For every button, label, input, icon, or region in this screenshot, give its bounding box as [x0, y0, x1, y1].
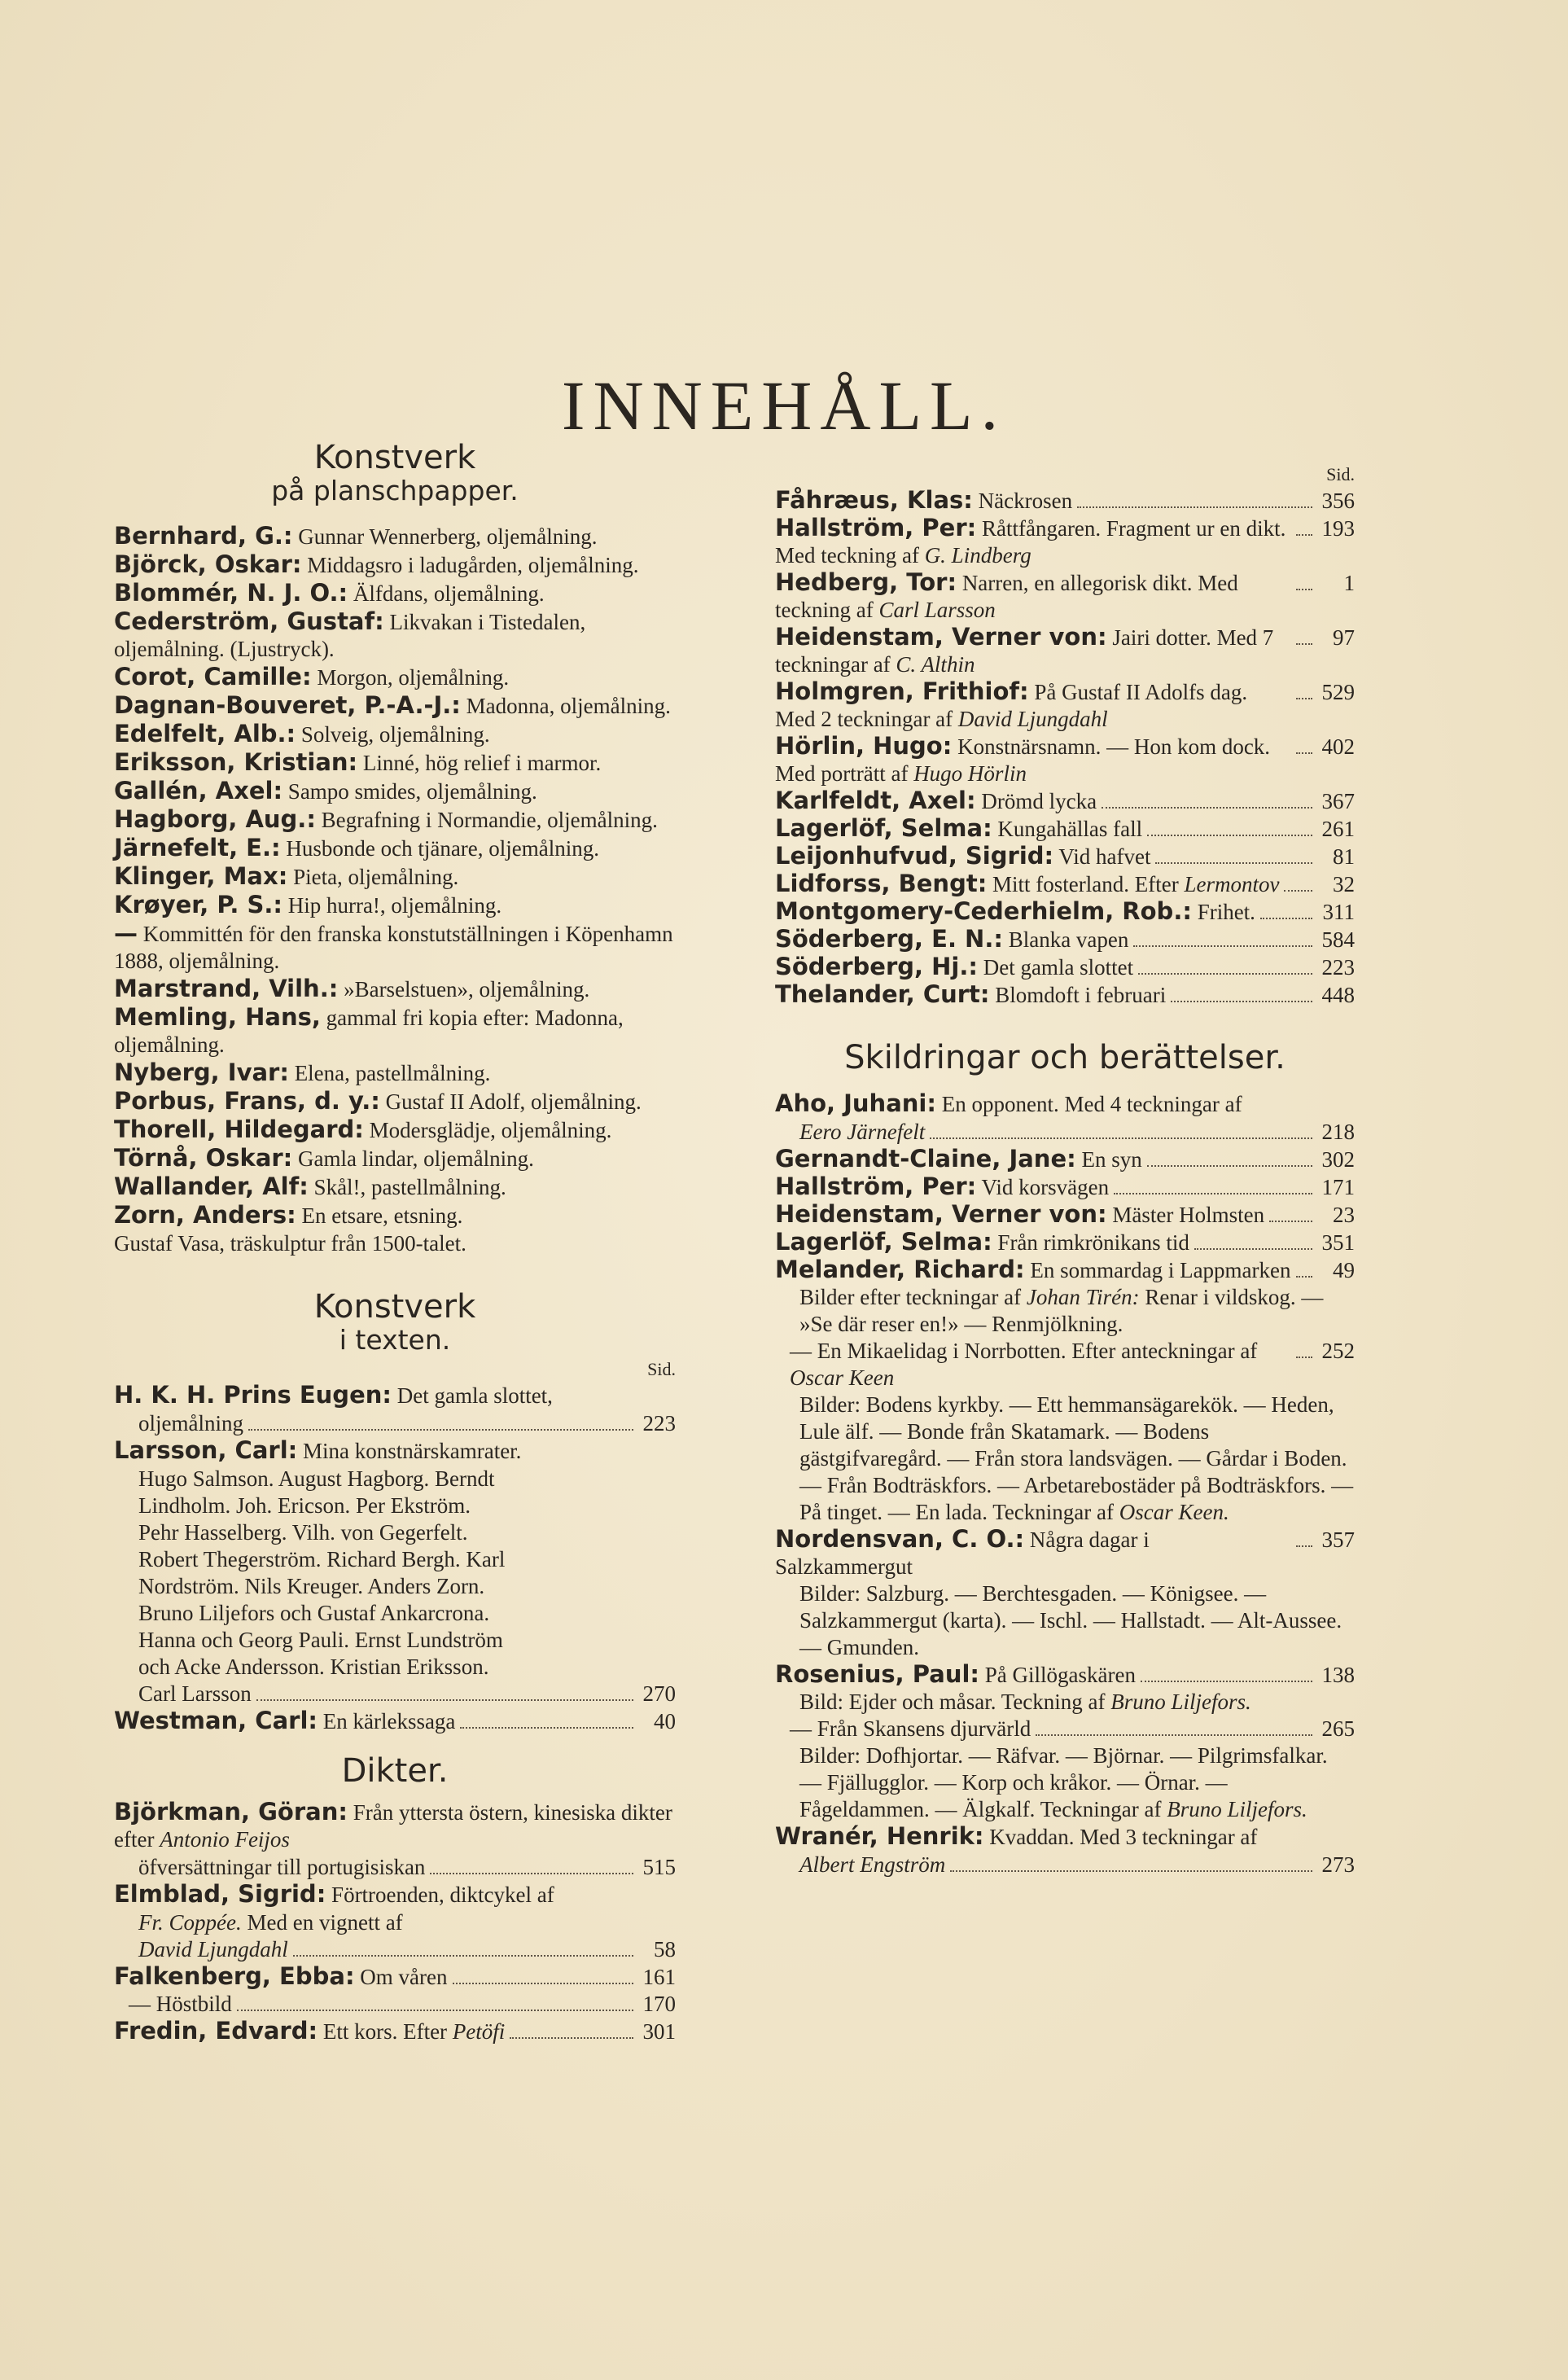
section-title-konstverk-texten: Konstverk	[313, 1288, 476, 1326]
list-item	[114, 1173, 676, 1201]
entry-title: Näckrosen	[978, 489, 1073, 513]
entry-title: Sampo smides, oljemålning.	[287, 779, 537, 804]
entry-line: Hanna och Georg Pauli. Ernst Lundström	[138, 1628, 503, 1652]
entry-title: På Gillögaskären	[984, 1663, 1136, 1687]
sid-label: Sid.	[647, 1359, 676, 1379]
entry-name: Melander, Richard:	[775, 1256, 1025, 1283]
entry-author: G. Lindberg	[924, 543, 1031, 568]
entry-title: Det gamla slottet	[983, 955, 1134, 980]
entry-title: Husbonde och tjänare, oljemålning.	[286, 836, 600, 861]
entry-title: — Höstbild	[129, 1992, 232, 2016]
entry-line: Robert Thegerström. Richard Bergh. Karl	[138, 1547, 506, 1571]
entry-name: —	[114, 919, 138, 947]
entry-name: Leijonhufvud, Sigrid:	[775, 842, 1054, 870]
page-number: 49	[1333, 1258, 1355, 1282]
entry-name: Björck, Oskar:	[114, 550, 302, 578]
entry-title: Gamla lindar, oljemålning.	[298, 1146, 534, 1171]
page-number: 584	[1321, 927, 1355, 952]
list-item	[775, 1119, 1355, 1146]
page-number: 223	[642, 1411, 676, 1435]
list-item	[775, 487, 1355, 515]
entry-title: Middagsro i ladugården, oljemålning.	[307, 553, 639, 577]
list-item	[114, 551, 676, 579]
list-item	[775, 1661, 1355, 1689]
entry-author: David Ljungdahl	[138, 1937, 288, 1961]
page-number: 97	[1333, 625, 1355, 650]
entry-note: Bilder efter teckningar af	[799, 1285, 1022, 1309]
list-item	[775, 569, 1355, 624]
entry-name: Gernandt-Claine, Jane:	[775, 1145, 1076, 1172]
list-item	[775, 1526, 1355, 1580]
entry-title: Från yttersta östern, kinesiska dikter efter	[114, 1800, 672, 1852]
entry-name: Holmgren, Frithiof:	[775, 677, 1029, 705]
entry-name: Marstrand, Vilh.:	[114, 975, 339, 1002]
page-number: 32	[1333, 872, 1355, 896]
list-item	[114, 1936, 676, 1963]
entry-title: Gustaf Vasa, träskulptur från 1500-talet.	[114, 1231, 466, 1256]
list-item	[775, 624, 1355, 678]
page-number: 351	[1321, 1230, 1355, 1255]
entry-name: Heidenstam, Verner von:	[775, 623, 1107, 651]
entry-title: Förtroenden, diktcykel af	[331, 1883, 554, 1907]
entry-title: Några dagar i Salzkammergut	[775, 1527, 1150, 1579]
page-number: 270	[642, 1681, 676, 1706]
page-number: 58	[654, 1937, 676, 1961]
entry-author: Fr. Coppée.	[138, 1910, 242, 1935]
list-item	[114, 1004, 676, 1059]
entry-author: Petöfi	[452, 2019, 506, 2044]
entry-name: Gallén, Axel:	[114, 777, 283, 804]
list-item	[775, 1716, 1355, 1742]
entry-title: Från rimkrönikans tid	[997, 1230, 1189, 1255]
page-number: 356	[1321, 489, 1355, 513]
page-title: INNEHÅLL.	[561, 366, 1007, 445]
entry-name: H. K. H. Prins Eugen:	[114, 1381, 392, 1409]
entry-name: Bernhard, G.:	[114, 522, 293, 550]
page-number: 1	[1343, 571, 1355, 595]
entry-name: Fredin, Edvard:	[114, 2017, 318, 2045]
entry-title: Kvaddan. Med 3 teckningar af	[989, 1825, 1258, 1849]
entry-author: David Ljungdahl	[957, 707, 1108, 731]
list-item	[114, 778, 676, 805]
entry-note: Bild: Ejder och måsar. Teckning af	[799, 1690, 1106, 1714]
list-item	[114, 920, 676, 975]
entry-name: Fåhræus, Klas:	[775, 486, 973, 514]
entry-title: Madonna, oljemålning.	[466, 694, 671, 718]
sid-label: Sid.	[1326, 464, 1355, 484]
section-title-konstverk: Konstverk	[313, 439, 476, 476]
list-item	[114, 835, 676, 862]
section-title-dikter: Dikter.	[341, 1752, 449, 1790]
list-item	[775, 815, 1355, 843]
list-item	[775, 1201, 1355, 1229]
entry-name: Lidforss, Bengt:	[775, 870, 988, 897]
entry-name: Björkman, Göran:	[114, 1798, 348, 1826]
entry-name: Lagerlöf, Selma:	[775, 1228, 992, 1256]
list-item	[114, 608, 676, 663]
list-item	[775, 1090, 1355, 1118]
page-number: 265	[1321, 1716, 1355, 1741]
entry-name: Järnefelt, E.:	[114, 834, 281, 861]
entry-title: Om våren	[360, 1965, 448, 1989]
page-number: 81	[1333, 844, 1355, 869]
list-item	[114, 863, 676, 891]
list-item	[114, 1088, 676, 1115]
entry-name: Falkenberg, Ebba:	[114, 1962, 355, 1990]
entry-name: Corot, Camille:	[114, 663, 312, 690]
entry-title: Begrafning i Normandie, oljemålning.	[321, 808, 658, 832]
larsson-lines	[114, 1466, 676, 1681]
entry-title: En opponent. Med 4 teckningar af	[941, 1092, 1242, 1116]
entry-title: — En Mikaelidag i Norrbotten. Efter anteckningar af	[790, 1339, 1258, 1363]
entry-title: Drömd lycka	[981, 789, 1097, 813]
list-item	[114, 1230, 676, 1257]
entry-title: Blanka vapen	[1008, 927, 1129, 952]
entry-title: — Från Skansens djurvärld	[790, 1716, 1031, 1741]
entry-name: Hörlin, Hugo:	[775, 732, 953, 760]
list-item	[114, 1116, 676, 1144]
entry-name: Larsson, Carl:	[114, 1436, 298, 1464]
entry-name: Wallander, Alf:	[114, 1172, 309, 1200]
entry-line: Hugo Salmson. August Hagborg. Berndt	[138, 1466, 495, 1491]
list-item	[114, 1059, 676, 1087]
entry-title: Mitt fosterland. Efter	[992, 872, 1179, 896]
list-item	[114, 664, 676, 691]
entry-title: Morgon, oljemålning.	[317, 665, 510, 690]
page-number: 301	[642, 2019, 676, 2044]
entry-name: Söderberg, Hj.:	[775, 953, 978, 980]
list-item	[775, 1689, 1355, 1716]
entry-name: Dagnan-Bouveret, P.-A.-J.:	[114, 691, 461, 719]
section-title-skildringar: Skildringar och berättelser.	[844, 1039, 1285, 1076]
entry-name: Aho, Juhani:	[775, 1089, 936, 1117]
list-item	[775, 1823, 1355, 1851]
entry-name: Eriksson, Kristian:	[114, 748, 358, 776]
entry-title: Modersglädje, oljemålning.	[369, 1118, 612, 1142]
entry-title: Pieta, oljemålning.	[293, 865, 459, 889]
list-item	[114, 1854, 676, 1881]
entry-name: Edelfelt, Alb.:	[114, 720, 296, 747]
entry-line: Nordström. Nils Kreuger. Anders Zorn.	[138, 1574, 485, 1598]
list-item	[775, 1284, 1355, 1338]
entry-name: Zorn, Anders:	[114, 1201, 296, 1229]
list-item	[114, 975, 676, 1003]
entry-title: Ett kors. Efter	[322, 2019, 448, 2044]
list-item	[775, 678, 1355, 733]
page-number: 223	[1321, 955, 1355, 980]
entry-title: Frihet.	[1197, 900, 1255, 924]
page-number: 170	[642, 1992, 676, 2016]
entry-name: Thorell, Hildegard:	[114, 1115, 364, 1143]
page-number: 367	[1321, 789, 1355, 813]
list-item	[114, 1437, 676, 1465]
entry-title: Likvakan i Tistedalen, oljemålning. (Ljustryck).	[114, 610, 586, 661]
entry-name: Söderberg, E. N.:	[775, 925, 1003, 953]
page-number: 529	[1321, 680, 1355, 704]
list-item	[775, 1173, 1355, 1201]
list-item	[775, 953, 1355, 981]
entry-title: Gunnar Wennerberg, oljemålning.	[298, 524, 598, 549]
list-item	[114, 1707, 676, 1735]
entry-title: Jairi dotter. Med 7 teckningar af	[775, 625, 1274, 677]
list-item	[775, 981, 1355, 1009]
entry-title: På Gustaf II Adolfs dag. Med 2 teckningar af	[775, 680, 1248, 731]
list-item	[775, 1852, 1355, 1878]
page-number: 302	[1321, 1147, 1355, 1172]
entry-title: Kommittén för den franska konstutställningen i Köpenhamn 1888, oljemålning.	[114, 922, 673, 973]
list-item	[114, 749, 676, 777]
entry-name: Klinger, Max:	[114, 862, 288, 890]
list-item	[775, 1229, 1355, 1256]
list-item	[775, 1338, 1355, 1392]
entry-title: Linné, hög relief i marmor.	[362, 751, 602, 775]
entry-title: Vid korsvägen	[981, 1175, 1110, 1199]
entry-author: Lermontov	[1184, 872, 1280, 896]
list-item	[114, 580, 676, 607]
entry-name: Cederström, Gustaf:	[114, 607, 384, 635]
entry-title: Elena, pastellmålning.	[294, 1061, 491, 1085]
list-item	[114, 1202, 676, 1229]
page-number: 161	[642, 1965, 676, 1989]
entry-title: Hip hurra!, oljemålning.	[287, 893, 502, 918]
list-item	[775, 733, 1355, 787]
list-item	[114, 2018, 676, 2045]
list-item	[775, 1580, 1355, 1661]
entry-author: Bruno Liljefors.	[1167, 1797, 1307, 1821]
list-item	[775, 1256, 1355, 1284]
page-number: 273	[1321, 1852, 1355, 1877]
entry-author: Johan Tirén:	[1026, 1285, 1140, 1309]
dikter-list	[775, 487, 1355, 1009]
entry-title: Vid hafvet	[1058, 844, 1151, 869]
entry-name: Karlfeldt, Axel:	[775, 787, 976, 814]
entry-title: Solveig, oljemålning.	[300, 722, 490, 747]
entry-title: En kärlekssaga	[322, 1709, 456, 1733]
list-item	[114, 721, 676, 748]
planschpapper-list	[114, 523, 676, 1257]
entry-author: C. Althin	[896, 652, 975, 677]
entry-title: »Barselstuen», oljemålning.	[344, 977, 590, 1002]
entry-name: Hallström, Per:	[775, 514, 977, 541]
entry-name: Montgomery-Cederhielm, Rob.:	[775, 897, 1192, 925]
entry-author: Eero Järnefelt	[799, 1120, 926, 1144]
entry-title: Narren, en allegorisk dikt. Med teckning af	[775, 571, 1238, 622]
entry-note: Bilder: Salzburg. — Berchtesgaden. — Königsee. — Salzkammergut (karta). — Ischl. — Hallstadt. — Alt-Aussee. — Gmunden.	[799, 1581, 1342, 1659]
right-column	[775, 464, 1355, 1878]
entry-title: Carl Larsson	[138, 1681, 252, 1706]
entry-note: Bilder: Bodens kyrkby. — Ett hemmansägarekök. — Heden, Lule älf. — Bonde från Skatamark. — Bodens gästgifvaregård. — Från stora landsvägen. — Gårdar i Boden. — Från Bodträskfors. — Arbetarebostäder på Bodträskfors. — På tinget. — En lada. Teckningar af	[799, 1392, 1354, 1524]
entry-title: Råttfångaren. Fragment ur en dikt. Med teckning af	[775, 516, 1286, 568]
entry-title: Skål!, pastellmålning.	[313, 1175, 506, 1199]
page-number: 448	[1321, 983, 1355, 1007]
entry-name: Nyberg, Ivar:	[114, 1059, 289, 1086]
page-number: 515	[642, 1855, 676, 1879]
entry-author: Albert Engström	[799, 1852, 946, 1877]
entry-name: Porbus, Frans, d. y.:	[114, 1087, 380, 1115]
list-item	[114, 523, 676, 550]
entry-author: Hugo Hörlin	[913, 761, 1027, 786]
list-item	[114, 1963, 676, 1991]
entry-name: Hedberg, Tor:	[775, 568, 957, 596]
list-item	[775, 787, 1355, 815]
entry-title: Blomdoft i februari	[995, 983, 1167, 1007]
page-number: 402	[1321, 734, 1355, 759]
list-item	[114, 892, 676, 919]
list-item	[775, 843, 1355, 870]
entry-title: Kungahällas fall	[997, 817, 1143, 841]
entry-name: Hallström, Per:	[775, 1172, 977, 1200]
entry-title: Konstnärsnamn. — Hon kom dock. Med porträtt af	[775, 734, 1271, 786]
entry-title: gammal fri kopia efter: Madonna, oljemålning.	[114, 1006, 624, 1057]
entry-author: Oscar Keen.	[1119, 1500, 1229, 1524]
entry-note: Bilder: Dofhjortar. — Räfvar. — Björnar. — Pilgrimsfalkar. — Fjällugglor. — Korp och kråkor. — Örnar. — Fågeldammen. — Älgkalf. Teckningar af	[799, 1743, 1328, 1821]
list-item	[775, 515, 1355, 569]
list-item	[775, 1146, 1355, 1173]
entry-name: Lagerlöf, Selma:	[775, 814, 992, 842]
list-item	[114, 1410, 676, 1437]
list-item	[775, 1742, 1355, 1823]
entry-line: Lindholm. Joh. Ericson. Per Ekström.	[138, 1493, 471, 1518]
list-item	[775, 870, 1355, 898]
list-item	[114, 806, 676, 834]
section-subtitle-texten: i texten.	[339, 1324, 451, 1356]
page-number: 40	[654, 1709, 676, 1733]
list-item	[775, 926, 1355, 953]
entry-name: Wranér, Henrik:	[775, 1822, 984, 1850]
entry-author: Antonio Feijos	[160, 1827, 290, 1852]
page-number: 138	[1321, 1663, 1355, 1687]
page-number: 252	[1321, 1339, 1355, 1363]
page-number: 193	[1321, 516, 1355, 541]
page-number: 23	[1333, 1203, 1355, 1227]
entry-title: Mäster Holmsten	[1112, 1203, 1265, 1227]
list-item	[114, 1991, 676, 2018]
entry-line: Bruno Liljefors och Gustaf Ankarcrona.	[138, 1601, 490, 1625]
list-item	[114, 1881, 676, 1909]
page-number: 357	[1321, 1527, 1355, 1552]
list-item	[114, 1145, 676, 1172]
page-number: 171	[1321, 1175, 1355, 1199]
entry-title: En sommardag i Lappmarken	[1030, 1258, 1291, 1282]
page-number: 311	[1322, 900, 1355, 924]
entry-line: Pehr Hasselberg. Vilh. von Gegerfelt.	[138, 1520, 468, 1545]
list-item	[775, 1392, 1355, 1526]
entry-author: Oscar Keen	[790, 1365, 895, 1390]
entry-name: Törnå, Oskar:	[114, 1144, 293, 1172]
entry-name: Westman, Carl:	[114, 1707, 318, 1734]
entry-name: Heidenstam, Verner von:	[775, 1200, 1107, 1228]
entry-title: Älfdans, oljemålning.	[353, 581, 545, 606]
page-number: 218	[1321, 1120, 1355, 1144]
entry-name: Nordensvan, C. O.:	[775, 1525, 1025, 1553]
entry-name: Memling, Hans,	[114, 1003, 321, 1031]
section-subtitle-planschpapper: på planschpapper.	[271, 475, 519, 506]
list-item	[114, 1382, 676, 1409]
entry-author: Carl Larsson	[878, 598, 996, 622]
entry-title: En syn	[1081, 1147, 1142, 1172]
entry-title: Gustaf II Adolf, oljemålning.	[385, 1089, 642, 1114]
entry-title: oljemålning	[138, 1411, 243, 1435]
list-item	[775, 898, 1355, 926]
list-item	[114, 1909, 676, 1936]
entry-name: Rosenius, Paul:	[775, 1660, 980, 1688]
entry-title: Med en vignett af	[247, 1910, 403, 1935]
list-item	[114, 1681, 676, 1707]
entry-author: Bruno Liljefors.	[1110, 1690, 1251, 1714]
entry-title: öfversättningar till portugisiskan	[138, 1855, 426, 1879]
entry-title: En etsare, etsning.	[301, 1203, 463, 1228]
entry-name: Thelander, Curt:	[775, 980, 990, 1008]
entry-name: Krøyer, P. S.:	[114, 891, 283, 918]
entry-name: Hagborg, Aug.:	[114, 805, 316, 833]
entry-title: Mina konstnärskamrater.	[303, 1439, 522, 1463]
list-item	[114, 692, 676, 720]
entry-line: och Acke Andersson. Kristian Eriksson.	[138, 1655, 489, 1679]
entry-note: Renar i vildskog. — »Se där reser en!» — Renmjölkning.	[799, 1285, 1324, 1336]
entry-title: Det gamla slottet,	[396, 1383, 553, 1408]
entry-name: Blommér, N. J. O.:	[114, 579, 348, 607]
entry-name: Elmblad, Sigrid:	[114, 1880, 326, 1908]
list-item	[114, 1799, 676, 1853]
page-number: 261	[1321, 817, 1355, 841]
left-column	[114, 440, 676, 2045]
